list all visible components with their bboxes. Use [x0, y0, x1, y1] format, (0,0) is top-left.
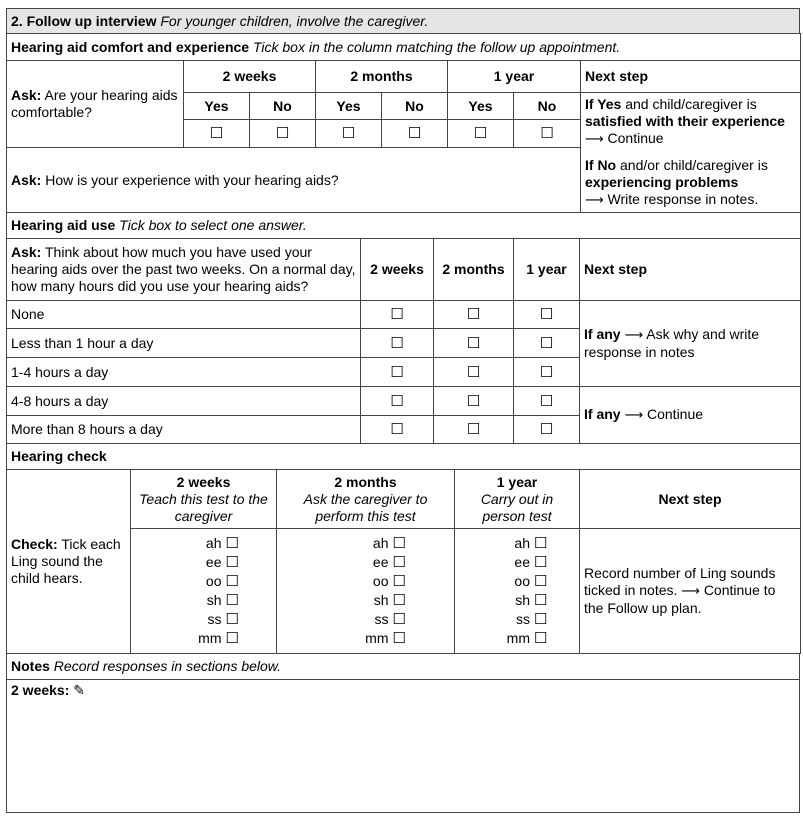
ling-item[interactable]: oo ☐ [372, 572, 406, 590]
period-2-weeks: 2 weeks [176, 473, 231, 490]
checkbox: ☐ [225, 572, 239, 590]
checkbox-1-4h-2w[interactable]: ☐ [361, 358, 434, 387]
comfort-table [6, 33, 801, 213]
if-no-instruction [585, 157, 796, 209]
section-number: 2. Follow up interview [11, 12, 157, 29]
ling-item[interactable]: mm ☐ [506, 629, 548, 647]
question-text: Are your hearing aids comfortable? [11, 87, 178, 120]
checkbox-less1h-1y[interactable]: ☐ [514, 329, 580, 358]
section-header [6, 8, 800, 34]
ling-item[interactable]: ss ☐ [515, 610, 548, 628]
ling-sounds-2-weeks [131, 529, 277, 654]
checkbox-4-8h-1y[interactable]: ☐ [514, 387, 580, 416]
use-question [7, 239, 361, 301]
ling-list [198, 534, 239, 648]
yes-label: Yes [184, 93, 250, 120]
check-next-step [580, 529, 801, 654]
continue-text: Continue to the Follow up plan. [584, 582, 776, 616]
notes-2-weeks-field[interactable] [7, 680, 800, 813]
use-next-step-ask [580, 301, 801, 387]
checkbox-none-1y[interactable]: ☐ [514, 301, 580, 329]
checkbox-more8h-2m[interactable]: ☐ [434, 416, 514, 444]
checkbox-less1h-2m[interactable]: ☐ [434, 329, 514, 358]
no-label: No [514, 93, 581, 120]
period-2-months: 2 months [434, 239, 514, 301]
arrow-icon: ⟶ [681, 584, 700, 599]
use-option-4-8h: 4-8 hours a day [7, 387, 361, 416]
checkbox-none-2w[interactable]: ☐ [361, 301, 434, 329]
if-yes-instruction [585, 95, 796, 148]
comfort-heading-text: Hearing aid comfort and experience [11, 38, 250, 55]
use-option-more-8h: More than 8 hours a day [7, 416, 361, 444]
ling-item[interactable]: sh ☐ [515, 591, 548, 609]
ling-item[interactable]: ee ☐ [205, 553, 239, 571]
ling-item[interactable]: oo ☐ [205, 572, 239, 590]
period-2-weeks: 2 weeks [184, 61, 316, 93]
ling-item[interactable]: oo ☐ [514, 572, 548, 590]
ling-list [507, 534, 548, 648]
record-text: Record number of Ling sounds ticked in notes. [584, 565, 776, 598]
checkbox: ☐ [533, 610, 548, 628]
period-2-weeks: 2 weeks [361, 239, 434, 301]
period-1-year: 1 year [448, 61, 581, 93]
check-instruction [7, 470, 131, 654]
use-table [6, 212, 801, 444]
period-2-months: 2 months [316, 61, 448, 93]
check-col-1-year [455, 470, 580, 529]
checkbox: ☐ [533, 553, 548, 571]
ling-sounds-2-months [277, 529, 455, 654]
notes-heading-text: Notes [11, 658, 50, 674]
checkbox: ☐ [225, 553, 239, 571]
checkbox: ☐ [533, 629, 548, 647]
checkbox: ☐ [392, 572, 406, 590]
arrow-icon: ⟶ [585, 193, 604, 208]
pencil-icon: ✎ [73, 683, 85, 699]
use-next-step-continue [580, 387, 801, 444]
section-title [7, 9, 800, 34]
checkbox: ☐ [533, 534, 548, 552]
notes-heading [7, 654, 800, 680]
ling-item[interactable]: mm ☐ [198, 629, 239, 647]
checkbox: ☐ [225, 610, 239, 628]
ask-label: Ask: [11, 171, 42, 188]
notes-2-weeks-label: 2 weeks: [11, 682, 70, 698]
ask-label: Ask: [11, 87, 42, 103]
ling-item[interactable]: sh ☐ [206, 591, 239, 609]
checkbox: ☐ [392, 553, 406, 571]
ling-item[interactable]: ah ☐ [372, 534, 406, 552]
period-note: Teach this test to the caregiver [139, 490, 268, 524]
checkbox: ☐ [533, 591, 548, 609]
ling-item[interactable]: ee ☐ [514, 553, 548, 571]
checkbox-2m-yes[interactable]: ☐ [316, 120, 382, 148]
next-step-header: Next step [581, 61, 801, 93]
checkbox-1-4h-2m[interactable]: ☐ [434, 358, 514, 387]
check-col-2-weeks [131, 470, 277, 529]
ling-item[interactable]: sh ☐ [373, 591, 406, 609]
period-2-months: 2 months [334, 473, 397, 490]
ling-item[interactable]: ah ☐ [205, 534, 239, 552]
section-note: For younger children, involve the caregiver. [160, 12, 429, 29]
checkbox-none-2m[interactable]: ☐ [434, 301, 514, 329]
checkbox: ☐ [225, 629, 239, 647]
use-heading-note: Tick box to select one answer. [119, 217, 307, 233]
notes-heading-note: Record responses in sections below. [53, 658, 282, 674]
checkbox-more8h-1y[interactable]: ☐ [514, 416, 580, 444]
checkbox-less1h-2w[interactable]: ☐ [361, 329, 434, 358]
ling-item[interactable]: ss ☐ [207, 610, 239, 628]
use-heading [7, 213, 801, 239]
next-step-header: Next step [580, 239, 801, 301]
checkbox-4-8h-2w[interactable]: ☐ [361, 387, 434, 416]
no-label: No [382, 93, 448, 120]
period-note: Ask the caregiver to perform this test [303, 490, 428, 524]
check-label: Check: [11, 536, 58, 552]
checkbox: ☐ [533, 572, 548, 590]
checkbox-4-8h-2m[interactable]: ☐ [434, 387, 514, 416]
checkbox-2w-no[interactable]: ☐ [250, 120, 316, 148]
comfort-question-2 [7, 148, 581, 213]
check-text: Tick each Ling sound the child hears. [11, 536, 121, 586]
yes-label: Yes [316, 93, 382, 120]
checkbox-1y-no[interactable]: ☐ [514, 120, 581, 148]
if-yes-text: and child/caregiver is [621, 96, 757, 112]
arrow-icon: ⟶ [624, 328, 644, 343]
comfort-question-1 [7, 61, 184, 148]
comfort-next-step [581, 93, 801, 213]
comfort-heading [7, 34, 801, 61]
if-no-text: and/or child/caregiver is [616, 157, 768, 173]
checkbox-1y-yes[interactable]: ☐ [448, 120, 514, 148]
ling-list [365, 534, 406, 648]
continue-text: Continue [647, 406, 704, 422]
checkbox: ☐ [392, 534, 406, 552]
arrow-icon: ⟶ [585, 132, 604, 147]
question-text: How is your experience with your hearing aids? [45, 171, 339, 188]
checkbox: ☐ [225, 591, 239, 609]
checkbox: ☐ [392, 610, 406, 628]
ask-label: Ask: [11, 244, 42, 260]
checkbox-2w-yes[interactable]: ☐ [184, 120, 250, 148]
question-text: Think about how much you have used your hearing aids over the past two weeks. On a normal day, how many hours did you use your hearing aids? [11, 244, 356, 294]
if-any-label: If any [584, 406, 621, 422]
comfort-heading-note: Tick box in the column matching the follow up appointment. [252, 38, 621, 55]
use-option-1-4h: 1-4 hours a day [7, 358, 361, 387]
if-yes-label: If Yes [585, 96, 622, 112]
checkbox: ☐ [392, 629, 406, 647]
check-table [6, 443, 801, 654]
no-label: No [250, 93, 316, 120]
continue-text: Continue [607, 130, 664, 146]
if-any-label: If any [584, 326, 621, 342]
notes-table [6, 653, 800, 813]
use-heading-text: Hearing aid use [11, 217, 116, 233]
if-no-bold: experiencing problems [585, 174, 739, 190]
arrow-icon: ⟶ [624, 408, 644, 423]
checkbox-1-4h-1y[interactable]: ☐ [514, 358, 580, 387]
if-no-label: If No [585, 157, 617, 173]
write-notes-text: Write response in notes. [607, 191, 759, 207]
ask-why-text: Ask why and write response in notes [584, 326, 760, 360]
period-1-year: 1 year [514, 239, 580, 301]
check-col-2-months [277, 470, 455, 529]
next-step-header: Next step [580, 470, 801, 529]
period-1-year: 1 year [496, 473, 538, 490]
checkbox: ☐ [392, 591, 406, 609]
ling-item[interactable]: ss ☐ [374, 610, 406, 628]
use-option-less-1h: Less than 1 hour a day [7, 329, 361, 358]
checkbox-2m-no[interactable]: ☐ [382, 120, 448, 148]
ling-item[interactable]: ah ☐ [514, 534, 548, 552]
ling-item[interactable]: ee ☐ [372, 553, 406, 571]
use-option-none: None [7, 301, 361, 329]
check-heading: Hearing check [7, 444, 801, 470]
yes-label: Yes [448, 93, 514, 120]
checkbox-more8h-2w[interactable]: ☐ [361, 416, 434, 444]
period-note: Carry out in person test [480, 490, 554, 524]
ling-sounds-1-year [455, 529, 580, 654]
if-yes-bold: satisfied with their experience [585, 113, 785, 129]
ling-item[interactable]: mm ☐ [365, 629, 406, 647]
checkbox: ☐ [225, 534, 239, 552]
